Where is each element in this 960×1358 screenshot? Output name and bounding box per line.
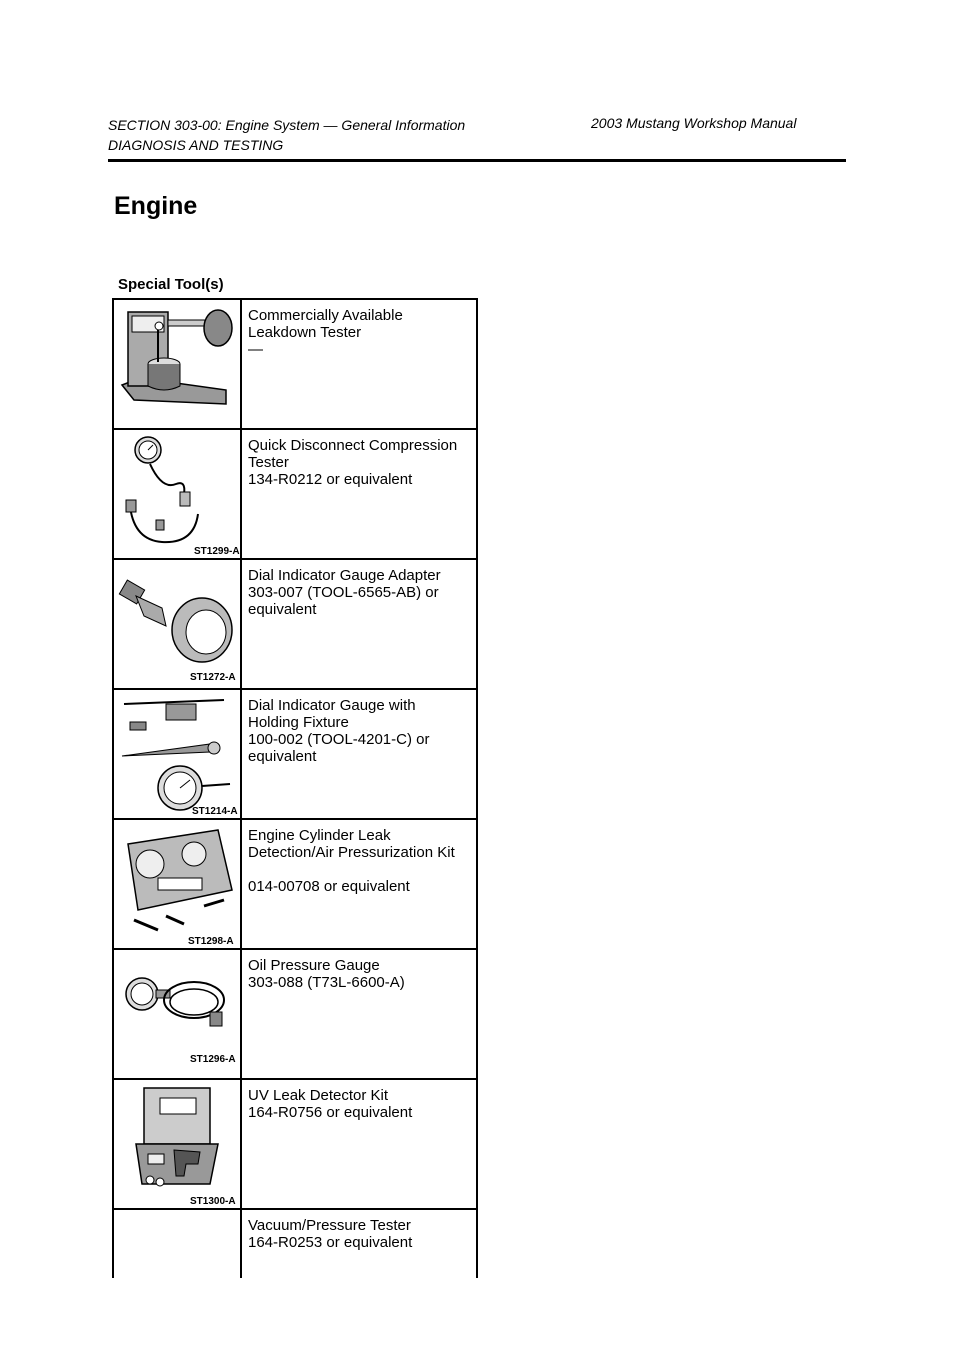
subsection-title: DIAGNOSIS AND TESTING [108, 137, 284, 153]
tool-number-line: equivalent [248, 748, 317, 765]
compression-tester-illustration [114, 430, 242, 558]
tool-number-line: — [248, 341, 263, 358]
tool-number-line: equivalent [248, 601, 317, 618]
table-row [112, 1080, 478, 1210]
gauge-adapter-illustration [114, 560, 242, 688]
tool-description [248, 1217, 474, 1251]
tool-number-line: 164-R0756 or equivalent [248, 1104, 413, 1121]
tool-description [248, 1087, 474, 1121]
tool-description [248, 957, 474, 991]
tool-number-line: 303-088 (T73L-6600-A) [248, 974, 405, 991]
tool-name-line: Dial Indicator Gauge Adapter [248, 567, 441, 584]
oil-pressure-gauge-illustration [114, 950, 242, 1078]
table-row [112, 430, 478, 560]
tool-name-line: Oil Pressure Gauge [248, 957, 380, 974]
tool-description [248, 437, 474, 488]
table-caption: Special Tool(s) [118, 276, 224, 293]
tool-name-line: Commercially Available [248, 307, 403, 324]
dial-indicator-illustration [114, 690, 242, 818]
tool-number-line: 100-002 (TOOL-4201-C) or [248, 731, 430, 748]
tool-name-line: Tester [248, 454, 289, 471]
tool-name-line: Leakdown Tester [248, 324, 362, 341]
table-row [112, 560, 478, 690]
tool-number-line: 134-R0212 or equivalent [248, 471, 413, 488]
tool-description [248, 827, 474, 895]
tool-description [248, 567, 474, 618]
page-title: Engine [114, 192, 198, 220]
table-row [112, 820, 478, 950]
tool-name-line [248, 861, 474, 878]
figure-code: ST1299-A [194, 546, 240, 557]
tool-name-line: Detection/Air Pressurization Kit [248, 844, 455, 861]
leakdown-tester-illustration [114, 300, 242, 428]
section-title: SECTION 303-00: Engine System — General Information [108, 117, 466, 133]
tool-number-line: 014-00708 or equivalent [248, 878, 410, 895]
manual-title: 2003 Mustang Workshop Manual [591, 115, 797, 131]
figure-code: ST1214-A [192, 806, 238, 817]
tool-number-line: 164-R0253 or equivalent [248, 1234, 413, 1251]
table-row [112, 690, 478, 820]
tool-description [248, 307, 474, 358]
figure-code: ST1298-A [188, 936, 234, 947]
tool-name-line: Holding Fixture [248, 714, 349, 731]
page-header [108, 115, 465, 155]
figure-code: ST1300-A [190, 1196, 236, 1207]
special-tools-table [112, 298, 478, 1278]
figure-code: ST1272-A [190, 672, 236, 683]
figure-code: ST1296-A [190, 1054, 236, 1065]
tool-name-line: Vacuum/Pressure Tester [248, 1217, 411, 1234]
tool-name-line: Engine Cylinder Leak [248, 827, 391, 844]
tool-name-line: Dial Indicator Gauge with [248, 697, 416, 714]
uv-leak-detector-illustration [114, 1080, 242, 1208]
tool-name-line: Quick Disconnect Compression [248, 437, 458, 454]
vacuum-tester-illustration [114, 1210, 242, 1278]
tool-number-line: 303-007 (TOOL-6565-AB) or [248, 584, 439, 601]
tool-name-line: UV Leak Detector Kit [248, 1087, 389, 1104]
tool-description [248, 697, 474, 765]
table-row [112, 950, 478, 1080]
table-row [112, 1210, 478, 1278]
table-row [112, 300, 478, 430]
leak-detection-kit-illustration [114, 820, 242, 948]
header-divider [108, 159, 846, 162]
